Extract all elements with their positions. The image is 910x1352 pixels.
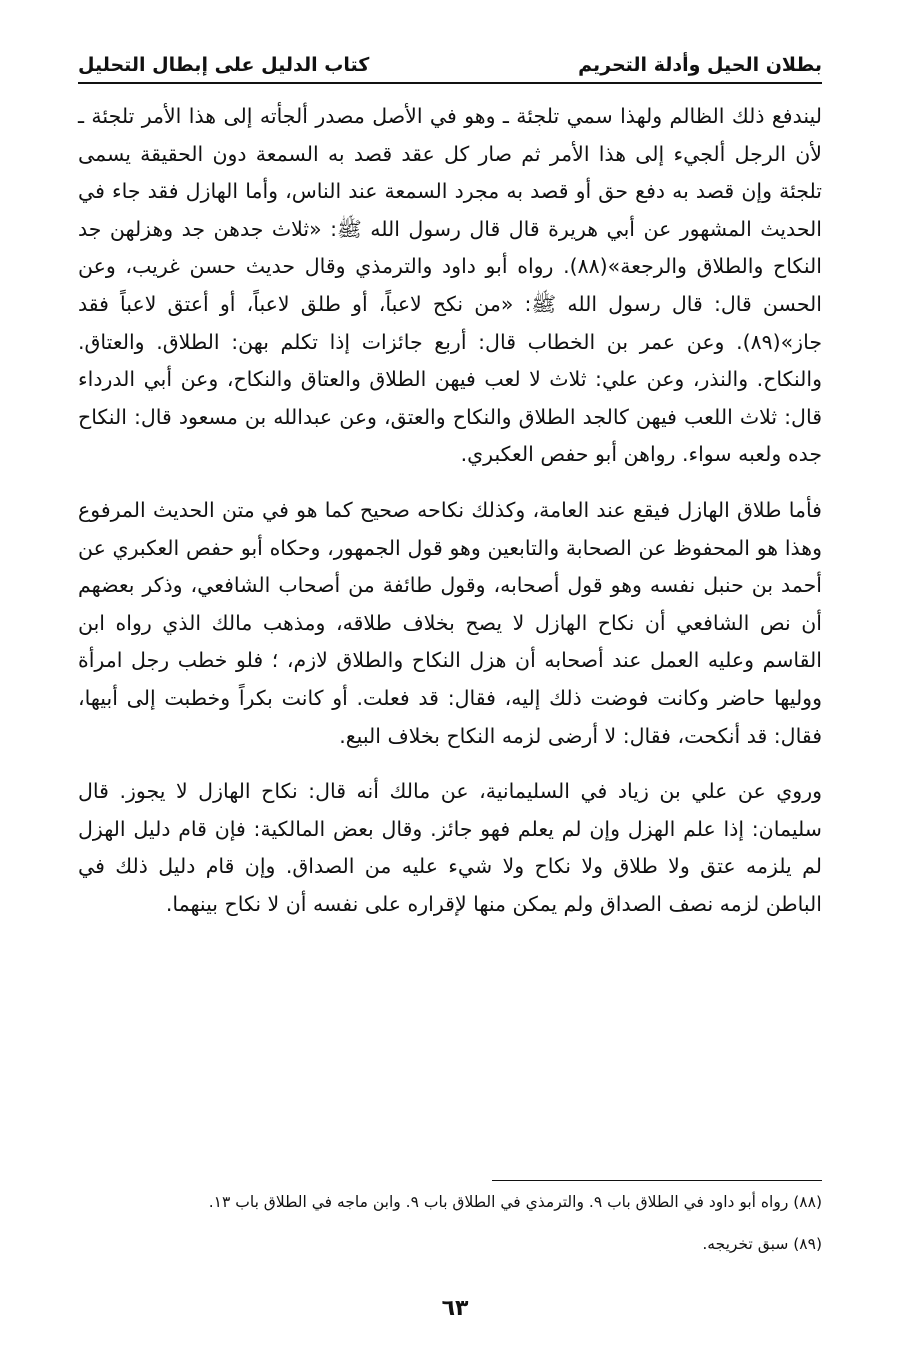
header-right-title: بطلان الحيل وأدلة التحريم — [578, 54, 822, 76]
footnote-divider — [492, 1180, 822, 1181]
header-divider — [78, 82, 822, 84]
paragraph-1: ليندفع ذلك الظالم ولهذا سمي تلجئة ـ وهو في الأصل مصدر ألجأته إلى هذا الأمر تلجئة ـ لأن الرجل ألجيء إلى هذا الأمر ثم صار كل عقد قصد به السمعة دون الحقيقة يسمى تلجئة وإن قصد به دفع حق أو قصد به مجرد السمعة عند الناس، وأما الهازل فقد جاء في الحديث المشهور عن أبي هريرة قال قال رسول الله ﷺ: «ثلاث جدهن جد وهزلهن جد النكاح والطلاق والرجعة»(٨٨). رواه أبو داود والترمذي وقال حديث حسن غريب، وعن الحسن قال: قال رسول الله ﷺ: «من نكح لاعباً، أو طلق لاعباً، أو أعتق لاعباً فقد جاز»(٨٩). وعن عمر بن الخطاب قال: أربع جائزات إذا تكلم بهن: الطلاق. والعتاق. والنكاح. والنذر، وعن علي: ثلاث لا لعب فيهن الطلاق والعتاق والنكاح، وعن أبي الدرداء قال: ثلاث اللعب فيهن كالجد الطلاق والنكاح والعتق، وعن عبدالله بن مسعود قال: النكاح جده ولعبه سواء. رواهن أبو حفص العكبري. — [78, 104, 822, 467]
main-text — [78, 98, 822, 923]
running-header — [78, 42, 822, 76]
header-left-title: كتاب الدليل على إبطال التحليل — [78, 54, 370, 76]
paragraph-3: وروي عن علي بن زياد في السليمانية، عن مالك أنه قال: نكاح الهازل لا يجوز. قال سليمان: إذا علم الهزل وإن لم يعلم فهو جائز. وقال بعض المالكية: فإن قام دليل الهزل لم يلزمه عتق ولا طلاق ولا نكاح ولا شيء عليه من الصداق. وإن قام دليل ذلك في الباطن لزمه نصف الصداق ولم يمكن منها لإقراره على نفسه أن لا نكاح بينهما. — [78, 779, 822, 916]
footnote-88: (٨٨) رواه أبو داود في الطلاق باب ٩. والترمذي في الطلاق باب ٩. وابن ماجه في الطلاق باب ١٣. — [208, 1193, 822, 1211]
footnote-89: (٨٩) سبق تخريجه. — [702, 1235, 822, 1253]
page-number: ٦٣ — [441, 1296, 469, 1321]
paragraph-2: فأما طلاق الهازل فيقع عند العامة، وكذلك نكاحه صحيح كما هو في متن الحديث المرفوع وهذا هو المحفوظ عن الصحابة والتابعين وهو قول الجمهور، وحكاه أبو حفص العكبري عن أحمد بن حنبل نفسه وهو قول أصحابه، وقول طائفة من أصحاب الشافعي، وذكر بعضهم أن نص الشافعي أن نكاح الهازل لا يصح بخلاف طلاقه، ومذهب مالك الذي رواه ابن القاسم وعليه العمل عند أصحابه أن هزل النكاح والطلاق لازم، ؛ فلو خطب رجل امرأة ووليها حاضر وكانت فوضت ذلك إليه، فقال: قد فعلت. أو كانت بكراً وخطبت إلى أبيها، فقال: قد أنكحت، فقال: لا أرضى لزمه النكاح بخلاف البيع. — [78, 497, 822, 748]
footnotes — [78, 1188, 822, 1258]
